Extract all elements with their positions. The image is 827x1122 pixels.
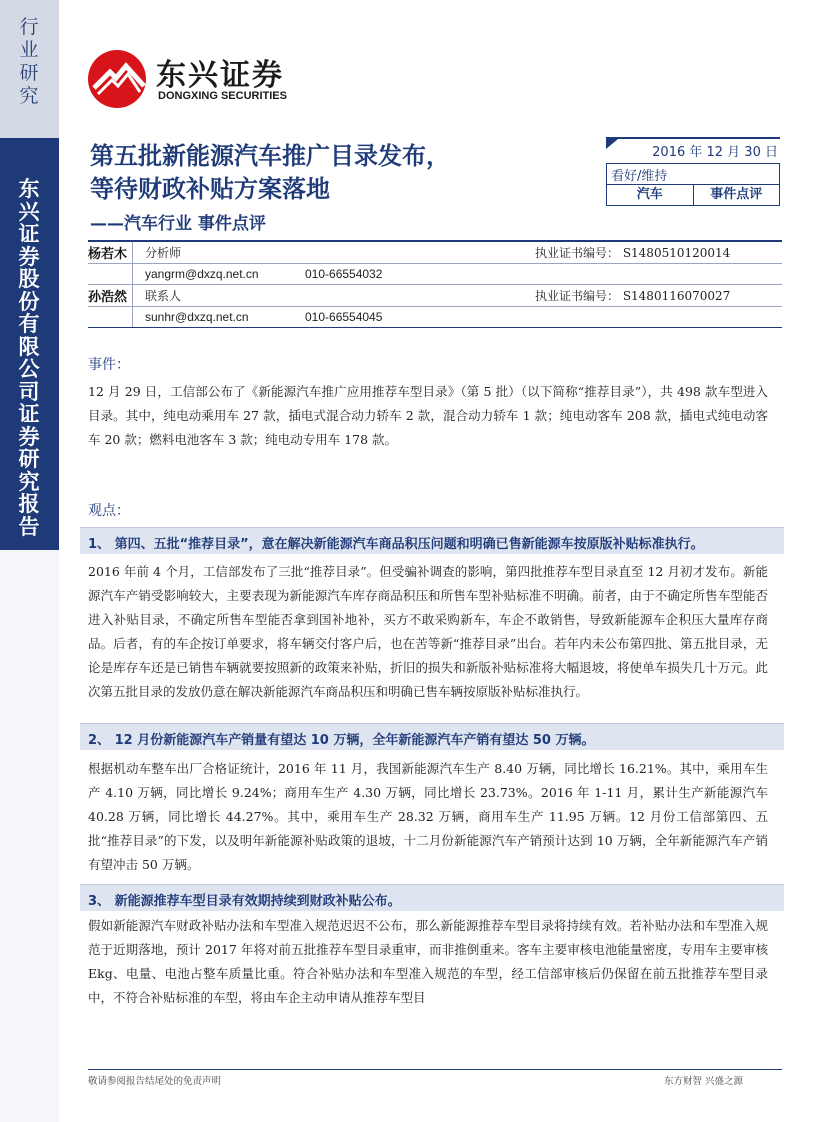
company-logo bbox=[86, 48, 316, 108]
analyst-role: 联系人 bbox=[145, 288, 182, 303]
analyst-contact-row bbox=[88, 307, 782, 328]
point-paragraph: 根据机动车整车出厂合格证统计，2016 年 11 月，我国新能源汽车生产 8.40 万辆，同比增长 16.21%。其中，乘用车生产 4.10 万辆，同比增长 9.24%；商用车生产 4.30 万辆，同比增长 23.73%。2016 年 1-11 月，累计生产新能源汽车 40.28 万辆，同比增长 44.27%。其中，乘用车生产 28.32 万辆，商用车生产 11.95 万辆。12 月份工信部第四、五批“推荐目录”的下发，以及明年新能源补贴政策的退坡，十二月份新能源汽车产销预计达到 10 万辆，全年新能源汽车产销有望冲击 50 万辆。 bbox=[88, 761, 768, 872]
footer-disclaimer: 敬请参阅报告结尾处的免责声明 bbox=[88, 1076, 222, 1087]
point-paragraph: 假如新能源汽车财政补贴办法和车型准入规范迟迟不公布，那么新能源推荐车型目录将持续有效。若补贴办法和车型准入规范于近期落地，预计 2017 年将对前五批推荐车型目录重审，而非推倒重来。客车主要审核电池能量密度，专用车主要审核 Ekg、电量、电池占整车质量比重。符合补贴办法和车型准入规范的车型，经工信部审核后仍保留在前五批推荐车型目录中，不符合补贴标准的车型，将由车企主动申请从推荐车型目 bbox=[88, 918, 768, 1005]
viewpoints-heading: 观点： bbox=[88, 503, 130, 519]
analyst-phone: 010-66554032 bbox=[305, 266, 383, 281]
footer-slogan: 东方财智 兴盛之源 bbox=[664, 1076, 744, 1087]
analyst-table bbox=[88, 240, 782, 328]
sidebar-category-panel bbox=[0, 0, 59, 138]
analyst-row bbox=[88, 242, 782, 264]
analyst-email[interactable]: sunhr@dxzq.net.cn bbox=[145, 309, 249, 324]
sidebar-company-panel bbox=[0, 138, 59, 550]
report-title-line2: 等待财政补贴方案落地 bbox=[90, 175, 330, 203]
analyst-name: 孙浩然 bbox=[88, 285, 133, 306]
analyst-license: 执业证书编号： S1480510120014 bbox=[535, 245, 731, 260]
report-date: 2016 年 12 月 30 日 bbox=[606, 137, 780, 159]
report-title-line1: 第五批新能源汽车推广目录发布， bbox=[90, 142, 450, 170]
point-title: 2、 12 月份新能源汽车产销量有望达 10 万辆，全年新能源汽车产销有望达 50 万辆。 bbox=[88, 733, 595, 748]
analyst-contact-row bbox=[88, 264, 782, 286]
analyst-license: 执业证书编号： S1480116070027 bbox=[535, 288, 731, 303]
analyst-name-spacer bbox=[88, 264, 133, 285]
sector-label: 汽车 bbox=[636, 187, 663, 202]
point-title-bar bbox=[80, 723, 784, 750]
point-paragraph: 2016 年前 4 个月，工信部发布了三批“推荐目录”。但受骗补调查的影响，第四批推荐车型目录直至 12 月初才发布。新能源汽车产销受影响较大，主要表现为新能源汽车库存商品积压和所售车型补贴标准不明确。前者，由于不确定所售车型能否进入补贴目录，不确定所售车型能否拿到国补地补，买方不敢采购新车，车企不敢销售，导致新能源车企积压大量库存商品。后者，有的车企按订单要求，将车辆交付客户后，也在苦等新“推荐目录”出台。若年内未公布第四批、第五批目录，无论是库存车还是已销售车辆就要按照新的政策来补贴，折旧的损失和新版补贴标准将大幅退坡，将使单车损失几十万元。此次第五批目录的发放仍意在解决新能源汽车商品积压和明确已售车辆按原版补贴标准执行。 bbox=[88, 564, 768, 699]
report-title bbox=[90, 140, 560, 206]
report-subtitle: ——汽车行业 事件点评 bbox=[90, 214, 266, 234]
rating-label: 看好/维持 bbox=[606, 163, 780, 184]
point-title-bar bbox=[80, 527, 784, 554]
logo-name-cn: 东兴证券 bbox=[156, 58, 284, 93]
analyst-name-spacer bbox=[88, 307, 133, 328]
sidebar-category-label: 行业研究 bbox=[19, 16, 39, 107]
sidebar-lower-panel bbox=[0, 550, 59, 1122]
analyst-name: 杨若木 bbox=[88, 242, 133, 263]
report-type-label: 事件点评 bbox=[693, 185, 780, 205]
report-meta-box bbox=[606, 137, 780, 206]
event-paragraph: 12 月 29 日，工信部公布了《新能源汽车推广应用推荐车型目录》（第 5 批）（以下简称“推荐目录”），共 498 款车型进入目录。其中，纯电动乘用车 27 款，插电式混合动力轿车 2 款，混合动力轿车 1 款；纯电动客车 208 款，插电式纯电动客车 20 款；燃料电池客车 3 款；纯电动专用车 178 款。 bbox=[88, 384, 768, 447]
analyst-role: 分析师 bbox=[145, 245, 182, 260]
logo-emblem-icon bbox=[86, 48, 152, 108]
point-title-bar bbox=[80, 884, 784, 911]
point-title: 3、 新能源推荐车型目录有效期持续到财政补贴公布。 bbox=[88, 894, 401, 909]
footer-divider bbox=[88, 1069, 782, 1070]
analyst-phone: 010-66554045 bbox=[305, 309, 383, 324]
analyst-email[interactable]: yangrm@dxzq.net.cn bbox=[145, 266, 259, 281]
logo-name-en: DONGXING SECURITIES bbox=[158, 90, 287, 102]
sidebar-company-label: 东兴证券股份有限公司证券研究报告 bbox=[18, 177, 40, 539]
point-title: 1、 第四、五批“推荐目录”，意在解决新能源汽车商品积压问题和明确已售新能源车按原版补贴标准执行。 bbox=[88, 537, 704, 552]
analyst-row bbox=[88, 285, 782, 307]
sector-row bbox=[606, 184, 780, 206]
event-heading: 事件： bbox=[88, 357, 130, 373]
